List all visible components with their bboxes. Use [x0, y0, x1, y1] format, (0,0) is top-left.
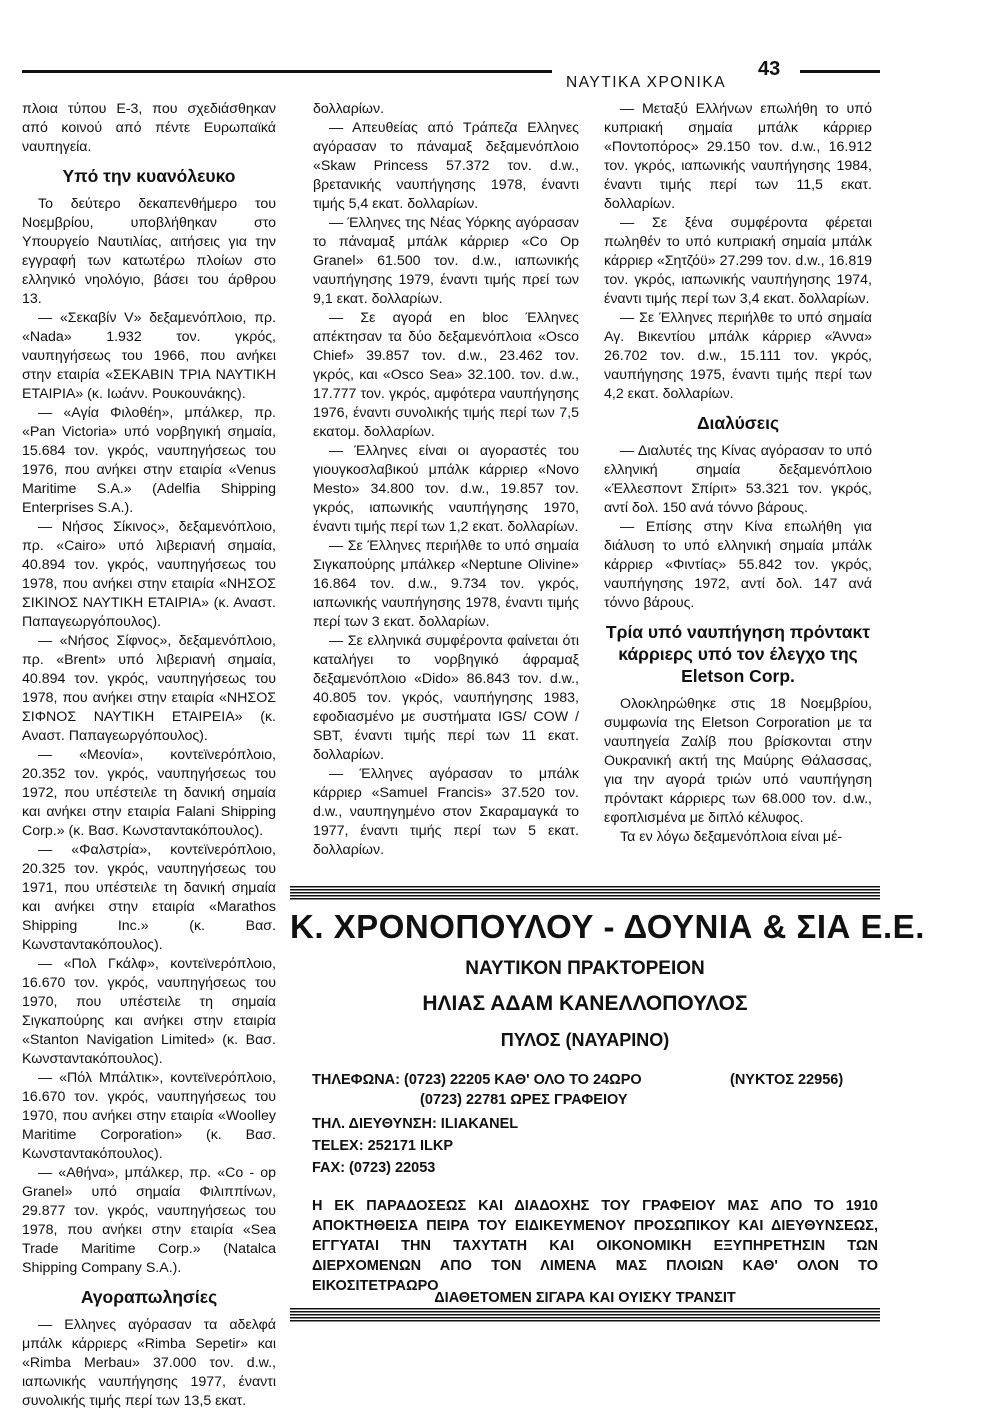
column-2 [313, 100, 579, 860]
header-rule-left [22, 70, 552, 73]
ad-notice: Η ΕΚ ΠΑΡΑΔΟΣΕΩΣ ΚΑΙ ΔΙΑΔΟΧΗΣ ΤΟΥ ΓΡΑΦΕΙΟΥ ΜΑΣ ΑΠΟ ΤΟ 1910 ΑΠΟΚΤΗΘΕΙΣΑ ΠΕΙΡΑ ΤΟΥ ΕΙΔΙΚΕΥΜΕΝΟΥ ΠΡΟΣΩΠΙΚΟΥ ΚΑΙ ΔΙΕΥΘΥΝΣΕΩΣ, ΕΓΓΥΑΤΑΙ ΤΗΝ ΤΑΧΥΤΑΤΗ ΚΑΙ ΟΙΚΟΝΟΜΙΚΗ ΕΞΥΠΗΡΕΤΗΣΙΝ ΤΩΝ ΔΙΕΡΧΟΜΕΝΩΝ ΑΠΟ ΤΟΝ ΛΙΜΕΝΑ ΜΑΣ ΠΛΟΙΩΝ ΚΑΘ' ΟΛΟΝ ΤΟ ΕΙΚΟΣΙΤΕΤΡΑΩΡΟ [312, 1198, 878, 1294]
paragraph: — Έλληνες αγόρασαν το μπάλκ κάρριερ «Samuel Francis» 37.520 τον. d.w., ναυπηγημένο στον Σκαραμαγκά το 1977, έναντι τιμής περί των 5 εκατ. δολλαρίων. [313, 766, 579, 858]
paragraph: — Έλληνες είναι οι αγοραστές του γιουγκοσλαβικού μπάλκ κάρριερ «Novo Mesto» 34.800 τον. d.w., 19.857 τον. γκρός, ιαπωνικής ναυπήγησης 1970, έναντι τιμής περί των 1,2 εκατ. δολλαρίων. [313, 443, 579, 535]
ad-line-location: ΠΥΛΟΣ (ΝΑΥΑΡΙΝΟ) [500, 1030, 670, 1050]
paragraph: πλοια τύπου Ε-3, που σχεδιάσθηκαν από κοινού από πέντε Ευρωπαϊκά ναυπηγεία. [22, 101, 276, 155]
paragraph: Ολοκληρώθηκε στις 18 Νοεμβρίου, συμφωνία της Eletson Corporation με τα ναυπηγεία Ζαλίβ που βρίσκονται στην Ουκρανική ακτή της Μαύρης Θάλασσας, για την αγορά τριών υπό ναυπήγηση πρόντακτ κάρριερς των 68.000 τον. d.w., εφοπλισμένα με διπλό κέλυφος. [604, 696, 872, 826]
paragraph: — «Φαλστρία», κοντεϊνερόπλοιο, 20.325 τον. γκρός, ναυπηγήσεως του 1971, που υπέστειλε τη δανική σημαία και ανήκει στην εταιρία «Marathos Shipping Inc.» (κ. Βασ. Κωνσταντακόπουλος). [22, 842, 276, 953]
page-number: 43 [758, 58, 781, 80]
header-rule-right [800, 70, 880, 73]
ad-telex: TELEX: 252171 ILKP [312, 1138, 454, 1154]
paragraph: — Σε ελληνικά συμφέροντα φαίνεται ότι καταλήγει το νορβηγικό άφραμαξ δεξαμενόπλοιο «Dido» 86.843 τον. d.w., 40.805 τον. γκρός, ναυπήγησης 1983, εφοδιασμένο με συστήματα IGS/ COW / SBT, έναντι τιμής περί των 11 εκατ. δολλαρίων. [313, 633, 579, 763]
paragraph: δολλαρίων. [313, 101, 385, 117]
paragraph: — Σε αγορά en bloc Έλληνες απέκτησαν τα δύο δεξαμενόπλοια «Osco Chief» 39.857 τον. d.w., 23.462 τον. γκρός, και «Osco Sea» 32.100. τον. d.w., 17.777 τον. γκρός, αμφότερα ναυπήγησης 1976, έναντι συνολικής τιμής περί των 7,5 εκατομ. δολλαρίων. [313, 310, 579, 440]
advertisement [290, 886, 925, 1322]
ad-line-agency: ΝΑΥΤΙΚΟΝ ΠΡΑΚΤΟΡΕΙΟΝ [465, 958, 705, 979]
paragraph: Τα εν λόγω δεξαμενόπλοια είναι μέ- [620, 829, 843, 845]
ad-cable-address: ΤΗΛ. ΔΙΕΥΘΥΝΣΗ: ILIAKANEL [312, 1116, 519, 1132]
ad-line-owner: ΗΛΙΑΣ ΑΔΑΜ ΚΑΝΕΛΛΟΠΟΥΛΟΣ [422, 992, 748, 1015]
ad-footer: ΔΙΑΘΕΤΟΜΕΝ ΣΙΓΑΡΑ ΚΑΙ ΟΥΙΣΚΥ ΤΡΑΝΣΙΤ [434, 1290, 736, 1306]
paragraph: — «Αγία Φιλοθέη», μπάλκερ, πρ. «Pan Victoria» υπό νορβηγική σημαία, 15.684 τον. γκρός, ναυπηγήσεως του 1976, που ανήκει στην εταιρία «Venus Maritime S.A.» (Adelfia Shipping Enterprises S.A.). [22, 405, 276, 516]
paragraph: — Μεταξύ Ελλήνων επωλήθη το υπό κυπριακή σημαία μπάλκ κάρριερ «Ποντοπόρος» 29.150 τον. d.w., 16.912 τον. γκρός, ιαπωνικής ναυπήγησης 1984, έναντι τιμής περί των 11,5 εκατ. δολλαρίων. [604, 101, 872, 212]
column-1 [22, 100, 276, 1411]
section-heading: Διαλύσεις [696, 413, 780, 433]
paragraph: — «Μεονία», κοντεϊνερόπλοιο, 20.352 τον. γκρός, ναυπηγήσεως του 1972, που υπέστειλε τη δανική σημαία και ανήκει στην εταιρία Falani Shipping Corp.» (κ. Βασ. Κωνσταντακόπουλος). [22, 747, 276, 839]
paragraph: — Διαλυτές της Κίνας αγόρασαν το υπό ελληνική σημαία δεξαμενόπλοιο «Έλλεσποντ Σπίριτ» 53.321 τον. γκρός, αντί δολ. 150 ανά τόννο βάρους. [604, 443, 872, 516]
section-heading: Υπό την κυανόλευκο [62, 166, 236, 186]
ad-bottom-rules [290, 1308, 880, 1322]
paragraph: — Νήσος Σίκινος», δεξαμενόπλοιο, πρ. «Cairo» υπό λιβεριανή σημαία, 40.894 τον. γκρός, ναυπηγήσεως του 1978, που ανήκει στην εταιρία «ΝΗΣΟΣ ΣΙΚΙΝΟΣ ΝΑΥΤΙΚΗ ΕΤΑΙΡΙΑ» (κ. Αναστ. Παπαγεωργόπουλος). [22, 519, 276, 630]
paragraph: — «Σεκαβίν V» δεξαμενόπλοιο, πρ. «Nada» 1.932 τον. γκρός, ναυπηγήσεως του 1966, που ανήκει στην εταιρία «ΣΕΚΑΒΙΝ ΤΡΙΑ ΝΑΥΤΙΚΗ ΕΤΑΙΡΙΑ» (κ. Ιωάνν. Ρουκουνάκης). [22, 310, 276, 402]
paragraph: — «Αθήνα», μπάλκερ, πρ. «Co - op Granel» υπό σημαία Φιλιππίνων, 29.877 τον. γκρός, ναυπηγήσεως του 1978, που ανήκει στην εταιρία «Sea Trade Maritime Corp.» (Natalca Shipping Company S.A.). [22, 1165, 276, 1276]
paragraph: — «Νήσος Σίφνος», δεξαμενόπλοιο, πρ. «Brent» υπό λιβεριανή σημαία, 40.894 τον. γκρός, ναυπηγήσεως του 1978, που ανήκει στην εταιρία «ΝΗΣΟΣ ΣΙΦΝΟΣ ΝΑΥΤΙΚΗ ΕΤΑΙΡΕΙΑ» (κ. Αναστ. Παπαγεωργόπουλος). [22, 633, 276, 744]
ad-phones: ΤΗΛΕΦΩΝΑ: (0723) 22205 ΚΑΘ' ΟΛΟ ΤΟ 24ΩΡΟ [312, 1072, 642, 1088]
paragraph: — Σε Έλληνες περιήλθε το υπό σημαία Σιγκαπούρης μπάλκερ «Neptune Olivine» 16.864 τον. d.w., 9.734 τον. γκρός, ιαπωνικής ναυπήγησης 1978, έναντι τιμής περί των 3 εκατ. δολλαρίων. [313, 538, 579, 630]
section-heading: Αγοραπωλησίες [80, 1287, 218, 1307]
column-3 [604, 100, 872, 847]
ad-top-rules [290, 886, 880, 900]
ad-company-name: Κ. ΧΡΟΝΟΠΟΥΛΟΥ - ΔΟΥΝΙΑ & ΣΙΑ Ε.Ε. [290, 908, 925, 945]
paragraph: — Έλληνες της Νέας Υόρκης αγόρασαν το πάναμαξ μπάλκ κάρριερ «Co Op Granel» 61.500 τον. d.w., ιαπωνικής ναυπήγησης 1979, έναντι τιμής πρεί των 9,1 εκατ. δολλαρίων. [313, 215, 579, 307]
ad-fax: FAX: (0723) 22053 [312, 1160, 436, 1176]
ad-office-phone: (0723) 22781 ΩΡΕΣ ΓΡΑΦΕΙΟΥ [420, 1092, 628, 1108]
ad-night-phone: (ΝΥΚΤΟΣ 22956) [730, 1072, 844, 1088]
paragraph: — Ελληνες αγόρασαν τα αδελφά μπάλκ κάρριερς «Rimba Sepetir» και «Rimba Merbau» 37.000 τον. d.w., ιαπωνικής ναυπήγησης 1977, έναντι συνολικής τιμής περί των 13,5 εκατ. [22, 1317, 276, 1409]
running-header-title: ΝΑΥΤΙΚΑ ΧΡΟΝΙΚΑ [566, 74, 727, 91]
paragraph: — «Πολ Γκάλφ», κοντεϊνερόπλοιο, 16.670 τον. γκρός, ναυπηγήσεως του 1970, που υπέστειλε τη σημαία Σιγκαπούρης και ανήκει στην εταιρία «Stanton Navigation Limited» (κ. Βασ. Κωνσταντακόπουλος). [22, 956, 276, 1067]
section-heading: Τρία υπό ναυπήγηση πρόντακτ κάρριερς υπό τον έλεγχο της Eletson Corp. [605, 622, 871, 686]
paragraph: — Σε ξένα συμφέροντα φέρεται πωληθέν το υπό κυπριακή σημαία μπάλκ κάρριερ «Σητζόϋ» 27.299 τον. d.w., 16.819 τον. γκρός, ιαπωνικής ναυπήγησης 1974, έναντι τιμής περί των 3,4 εκατ. δολλαρίων. [604, 215, 872, 307]
paragraph: Το δεύτερο δεκαπενθήμερο του Νοεμβρίου, υποβλήθηκαν στο Υπουργείο Ναυτιλίας, αιτήσεις για την εγγραφή των κατωτέρω πλοίων στο ελληνικό νηολόγιο, βάσει του άρθρου 13. [22, 196, 276, 307]
paragraph: — Απευθείας από Τράπεζα Ελληνες αγόρασαν το πάναμαξ δεξαμενόπλοιο «Skaw Princess 57.372 τον. d.w., βρετανικής ναυπήγησης 1978, έναντι τιμής 5,4 εκατ. δολλαρίων. [313, 120, 579, 212]
paragraph: — «Πόλ Μπάλτικ», κοντεϊνερόπλοιο, 16.670 τον. γκρός, ναυπηγήσεως του 1970, που ανήκει στην εταιρία «Woolley Maritime Corporation» (κ. Βασ. Κωνσταντακόπουλος). [22, 1070, 276, 1162]
paragraph: — Επίσης στην Κίνα επωλήθη για διάλυση το υπό ελληνική σημαία μπάλκ κάρριερ «Φιντίας» 55.842 τον. γκρός, ναυπήγησης 1972, αντί δολ. 147 ανά τόννο βάρους. [604, 519, 872, 611]
paragraph: — Σε Έλληνες περιήλθε το υπό σημαία Αγ. Βικεντίου μπάλκ κάρριερ «Άννα» 26.702 τον. d.w., 15.111 τον. γκρός, ναυπήγησης 1975, έναντι τιμής περί των 4,2 εκατ. δολλαρίων. [604, 310, 872, 402]
